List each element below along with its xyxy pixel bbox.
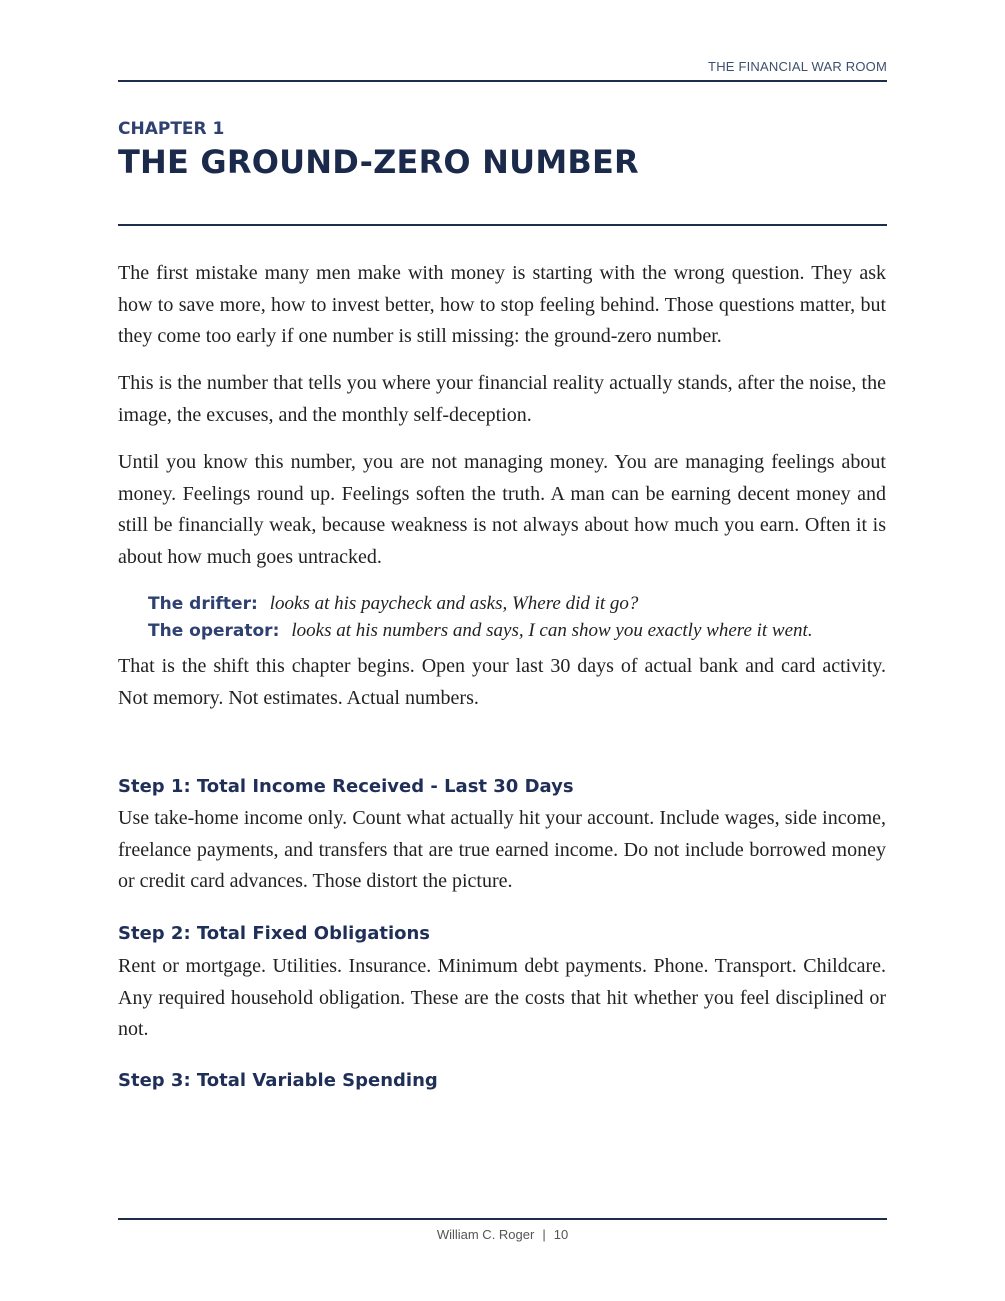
running-header: THE FINANCIAL WAR ROOM [708, 59, 887, 74]
transition-paragraph: That is the shift this chapter begins. Open your last 30 days of actual bank and card activity. Not memory. Not estimates. Actual numbers. [118, 655, 886, 709]
step-1-heading: Step 1: Total Income Received - Last 30 Days [118, 776, 574, 797]
step-2-text: Rent or mortgage. Utilities. Insurance. Minimum debt payments. Phone. Transport. Childcare. Any required household obligation. These are the costs that hit whether you feel disciplined or not. [118, 955, 886, 1040]
footer-rule [118, 1218, 887, 1220]
contrast-quote: looks at his paycheck and asks, Where did it go? [269, 593, 639, 614]
footer-separator: | [542, 1227, 546, 1242]
page-number: 10 [553, 1227, 569, 1242]
paragraph-1: The first mistake many men make with money is starting with the wrong question. They ask how to save more, how to invest better, how to stop feeling behind. Those questions matter, but they come too early if one number is still missing: the ground-zero number. [118, 262, 886, 347]
footer-author: William C. Roger [436, 1227, 535, 1242]
step-1-text: Use take-home income only. Count what actually hit your account. Include wages, side income, freelance payments, and transfers that are true earned income. Do not include borrowed money or credit card advances. Those distort the picture. [118, 807, 886, 892]
contrast-line-drifter [148, 590, 888, 618]
paragraph-2: This is the number that tells you where your financial reality actually stands, after the noise, the image, the excuses, and the monthly self-deception. [118, 372, 886, 426]
page-footer [118, 1227, 887, 1242]
header-rule [118, 80, 887, 82]
chapter-label: CHAPTER 1 [118, 119, 225, 139]
chapter-title: THE GROUND-ZERO NUMBER [118, 143, 639, 181]
contrast-label: The operator: [148, 621, 280, 641]
contrast-quote: looks at his numbers and says, I can show you exactly where it went. [291, 620, 813, 641]
step-3-heading: Step 3: Total Variable Spending [118, 1070, 438, 1091]
contrast-label: The drifter: [148, 594, 258, 614]
title-rule [118, 224, 887, 226]
step-2-heading: Step 2: Total Fixed Obligations [118, 923, 431, 944]
paragraph-3: Until you know this number, you are not managing money. You are managing feelings about money. Feelings round up. Feelings soften the truth. A man can be earning decent money and still be financially weak, because weakness is not always about how much you earn. Often it is about how much goes untracked. [118, 451, 886, 568]
contrast-line-operator [148, 617, 888, 645]
